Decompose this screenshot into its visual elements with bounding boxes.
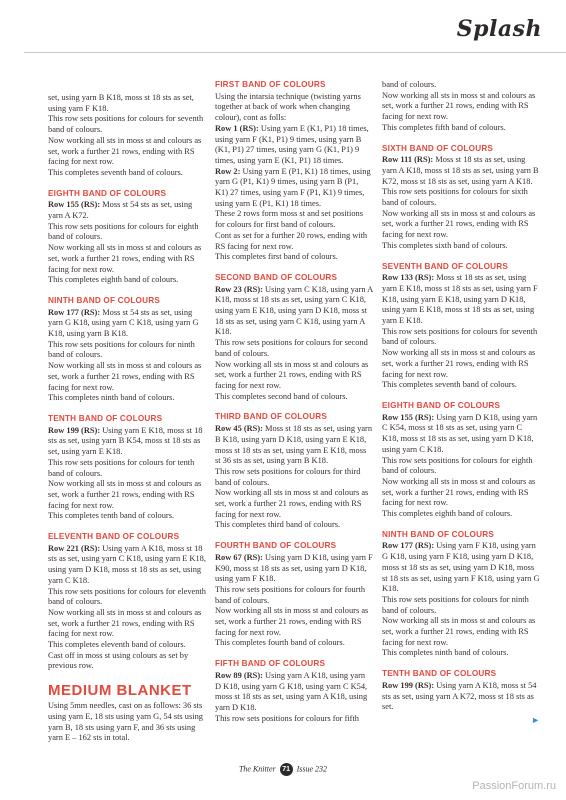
- pattern-section: [382, 262, 540, 391]
- instruction-paragraph: [382, 648, 540, 659]
- instruction-text: This completes first band of colours.: [215, 252, 338, 262]
- pattern-section: [382, 80, 540, 134]
- page-footer: [0, 763, 566, 776]
- instruction-text: Now working all sts in moss st and colours as set, work a further 21 rows, ending with RS facing for next row.: [382, 208, 536, 240]
- instruction-text: band of colours.: [382, 80, 437, 89]
- band-heading: EIGHTH BAND OF COLOURS: [48, 188, 167, 198]
- instruction-paragraph: [215, 252, 373, 263]
- instruction-paragraph: [215, 167, 373, 210]
- row-label: Row 23 (RS):: [215, 284, 263, 294]
- pattern-section: [48, 296, 206, 404]
- instruction-paragraph: [215, 638, 373, 649]
- instruction-text: Now working all sts in moss st and colours as set, work a further 21 rows, ending with RS facing for next row.: [215, 606, 369, 637]
- instruction-text: Cont as set for a further 20 rows, ending with RS facing for next row.: [215, 230, 368, 251]
- instruction-text: This row sets positions for colours for seventh band of colours.: [382, 326, 538, 347]
- instruction-text: This row sets positions for colours for sixth band of colours.: [382, 187, 528, 208]
- instruction-text: This completes tenth band of colours.: [48, 511, 175, 521]
- instruction-text: set, using yarn B K18, moss st 18 sts as set, using yarn F K18.: [48, 93, 194, 113]
- pattern-section: [215, 412, 373, 531]
- instruction-paragraph: [382, 155, 540, 187]
- band-heading: FIFTH BAND OF COLOURS: [215, 659, 326, 669]
- instruction-text: Using yarn A K18, using yarn D K18, using yarn G K18, using yarn C K54, moss st 18 sts as set, using yarn A K18, using yarn D K18.: [215, 670, 368, 712]
- instruction-paragraph: [48, 200, 206, 221]
- instruction-text: Now working all sts in moss st and colours as set, work a further 21 rows, ending with RS facing for next row.: [215, 359, 369, 390]
- instruction-text: Now working all sts in moss st and colours as set, work a further 21 rows, ending with RS facing for next row.: [48, 479, 202, 510]
- instruction-text: Using 5mm needles, cast on as follows: 36 sts using yarn E, 18 sts using yarn G, 54 sts using yarn B, 18 sts using yarn F, and 36 sts using yarn E – 162 sts in total.: [48, 701, 203, 743]
- band-heading: SEVENTH BAND OF COLOURS: [382, 261, 509, 271]
- instruction-text: Moss st 18 sts as set, using yarn A K18, moss st 18 sts as set, using yarn B K72, moss st 18 sts as set, using yarn A K18.: [382, 155, 539, 186]
- instruction-paragraph: [382, 541, 540, 595]
- instruction-text: Now working all sts in moss st and colours as set, work a further 21 rows, ending with RS facing for next row.: [382, 90, 536, 122]
- instruction-text: These 2 rows form moss st and set positions for colours for first band of colours.: [215, 209, 363, 230]
- pattern-section: [215, 541, 373, 649]
- instruction-text: This row sets positions for colours for fifth: [215, 713, 359, 723]
- band-heading: FIRST BAND OF COLOURS: [215, 80, 326, 89]
- pattern-section: [48, 189, 206, 286]
- instruction-paragraph: [215, 92, 373, 124]
- instruction-text: This completes ninth band of colours.: [382, 648, 509, 658]
- instruction-paragraph: [48, 426, 206, 458]
- instruction-text: This row sets positions for colours for eighth band of colours.: [48, 221, 199, 242]
- continue-arrow-icon: ►: [531, 714, 540, 725]
- instruction-paragraph: [382, 456, 540, 477]
- band-heading: NINTH BAND OF COLOURS: [48, 295, 160, 305]
- watermark: PassionForum.ru: [472, 780, 556, 792]
- instruction-text: Using the intarsia technique (twisting yarns together at back of work when changing colour), cont as folls:: [215, 91, 361, 123]
- band-heading: TENTH BAND OF COLOURS: [382, 669, 497, 679]
- row-label: Row 155 (RS):: [48, 200, 101, 210]
- column-3: [382, 80, 540, 726]
- instruction-paragraph: [48, 393, 206, 404]
- instruction-paragraph: [215, 520, 373, 531]
- instruction-text: This row sets positions for colours for eleventh band of colours.: [48, 586, 206, 607]
- instruction-paragraph: [382, 348, 540, 380]
- instruction-text: This row sets positions for colours for seventh band of colours.: [48, 114, 204, 135]
- instruction-paragraph: [382, 327, 540, 348]
- instruction-paragraph: [48, 479, 206, 511]
- instruction-paragraph: [48, 93, 206, 114]
- instruction-paragraph: [382, 91, 540, 123]
- instruction-paragraph: [382, 80, 540, 91]
- instruction-paragraph: [215, 124, 373, 167]
- row-label: Row 67 (RS):: [215, 552, 263, 562]
- instruction-text: This completes fourth band of colours.: [215, 638, 345, 648]
- instruction-paragraph: [382, 209, 540, 241]
- instruction-paragraph: [48, 136, 206, 168]
- instruction-text: This completes sixth band of colours.: [382, 240, 508, 250]
- pattern-section: [215, 80, 373, 263]
- instruction-paragraph: [48, 651, 206, 672]
- instruction-paragraph: [48, 544, 206, 587]
- pattern-section: [48, 93, 206, 179]
- instruction-text: This completes seventh band of colours.: [48, 167, 183, 177]
- instruction-paragraph: [382, 616, 540, 648]
- instruction-text: Using yarn D K18, using yarn C K54, moss st 18 sts as set, using yarn C K18, moss st 18 sts as set, using yarn D K18, using yarn C K18.: [382, 412, 538, 454]
- instruction-paragraph: [48, 361, 206, 393]
- instruction-paragraph: [48, 458, 206, 479]
- instruction-paragraph: [382, 477, 540, 509]
- instruction-paragraph: [48, 243, 206, 275]
- instruction-paragraph: [382, 273, 540, 327]
- pattern-section: [215, 273, 373, 402]
- instruction-text: Moss st 54 sts as set, using yarn G K18, using yarn C K18, using yarn G K18, using yarn B K18.: [48, 307, 199, 339]
- instruction-paragraph: [48, 340, 206, 361]
- instruction-text: This row sets positions for colours for ninth band of colours.: [48, 339, 195, 360]
- band-heading: FOURTH BAND OF COLOURS: [215, 541, 337, 551]
- row-label: Row 199 (RS):: [48, 425, 101, 435]
- instruction-paragraph: [382, 123, 540, 134]
- instruction-text: Using yarn C K18, using yarn A K18, moss st 18 sts as set, using yarn C K18, using yarn E K18, using yarn D K18, moss st 18 sts as set, using yarn C K18, using yarn A K18.: [215, 284, 373, 337]
- instruction-text: Moss st 18 sts as set, using yarn B K18, using yarn D K18, using yarn E K18, moss st 18 sts as set, using yarn E K18, moss st 36 sts as set, using yarn B K18.: [215, 424, 373, 466]
- instruction-text: Now working all sts in moss st and colours as set, work a further 21 rows, ending with RS facing for next row.: [382, 476, 536, 508]
- instruction-paragraph: [48, 511, 206, 522]
- instruction-paragraph: [382, 595, 540, 616]
- instruction-paragraph: [48, 701, 206, 744]
- page-number: 71: [280, 763, 293, 776]
- instruction-text: This row sets positions for colours for third band of colours.: [215, 466, 361, 487]
- instruction-text: Now working all sts in moss st and colours as set, work a further 21 rows, ending with RS facing for next row.: [382, 616, 536, 647]
- instruction-paragraph: [215, 338, 373, 359]
- instruction-text: Using yarn E (K1, P1) 18 times, using yarn F (K1, P1) 9 times, using yarn B (K1, P1) 27 times, using yarn G (K1, P1) 9 times, using yarn E (K1, P1) 18 times.: [215, 123, 369, 165]
- band-heading: TENTH BAND OF COLOURS: [48, 413, 163, 423]
- instruction-text: This row sets positions for colours for tenth band of colours.: [48, 457, 195, 478]
- instruction-text: Now working all sts in moss st and colours as set, work a further 21 rows, ending with RS facing for next row.: [48, 361, 202, 392]
- row-label: Row 221 (RS):: [48, 543, 101, 553]
- instruction-paragraph: [215, 671, 373, 714]
- row-label: Row 177 (RS):: [382, 541, 435, 551]
- row-label: Row 177 (RS):: [48, 307, 101, 317]
- instruction-text: Using yarn A K18, moss st 54 sts as set, using yarn A K72, moss st 18 sts as set.: [382, 680, 537, 712]
- instruction-text: This completes eighth band of colours.: [48, 275, 179, 285]
- instruction-paragraph: [215, 424, 373, 467]
- instruction-paragraph: [215, 392, 373, 403]
- instruction-text: This completes third band of colours.: [215, 520, 341, 530]
- band-heading: EIGHTH BAND OF COLOURS: [382, 400, 501, 410]
- instruction-text: Using yarn E K18, moss st 18 sts as set, using yarn B K54, moss st 18 sts as set, using yarn E K18.: [48, 425, 203, 457]
- instruction-paragraph: [48, 168, 206, 179]
- instruction-text: Now working all sts in moss st and colours as set, work a further 21 rows, ending with RS facing for next row.: [48, 607, 202, 639]
- instruction-text: This completes ninth band of colours.: [48, 393, 175, 403]
- pattern-section: [215, 659, 373, 724]
- band-heading: SECOND BAND OF COLOURS: [215, 272, 338, 282]
- instruction-text: This row sets positions for colours for ninth band of colours.: [382, 594, 529, 615]
- row-label: Row 2:: [215, 166, 241, 176]
- row-label: Row 199 (RS):: [382, 680, 435, 690]
- instruction-text: Moss st 18 sts as set, using yarn E K18, moss st 18 sts as set, using yarn F K18, using yarn E K18, using yarn D K18, using yarn E K18, moss st 18 sts as set, using yarn E K18.: [382, 273, 538, 326]
- column-2: [215, 80, 373, 734]
- pattern-section: [48, 414, 206, 522]
- instruction-text: Now working all sts in moss st and colours as set, work a further 21 rows, ending with RS facing for next row.: [215, 488, 369, 519]
- instruction-text: This row sets positions for colours for eighth band of colours.: [382, 455, 533, 476]
- instruction-paragraph: [215, 467, 373, 488]
- instruction-text: Now working all sts in moss st and colours as set, work a further 21 rows, ending with RS facing for next row.: [48, 135, 202, 167]
- band-heading: THIRD BAND OF COLOURS: [215, 412, 327, 422]
- instruction-text: Using yarn A K18, moss st 18 sts as set, using yarn C K18, using yarn E K18, using yarn D K18, moss st 18 sts as set, using yarn C K18.: [48, 543, 206, 585]
- instruction-paragraph: [215, 209, 373, 230]
- instruction-text: This completes fifth band of colours.: [382, 122, 506, 132]
- instruction-text: This row sets positions for colours for second band of colours.: [215, 338, 368, 358]
- row-label: Row 111 (RS):: [382, 155, 434, 165]
- instruction-paragraph: [382, 681, 540, 713]
- instruction-paragraph: [48, 114, 206, 135]
- instruction-text: This completes eleventh band of colours.: [48, 640, 186, 650]
- band-heading: NINTH BAND OF COLOURS: [382, 529, 494, 539]
- magazine-name: The Knitter: [238, 764, 276, 774]
- header-rule: [24, 52, 566, 53]
- instruction-text: Using yarn F K18, using yarn G K18, using yarn F K18, using yarn D K18, moss st 18 sts as set, using yarn D K18, moss st 18 sts as set, using yarn F K18, using yarn G K18.: [382, 541, 540, 594]
- section-title: Splash: [456, 16, 542, 42]
- instruction-paragraph: [48, 608, 206, 640]
- instruction-text: This completes second band of colours.: [215, 391, 348, 401]
- instruction-paragraph: [215, 585, 373, 606]
- row-label: Row 45 (RS):: [215, 424, 263, 434]
- row-label: Row 1 (RS):: [215, 123, 259, 133]
- band-heading: SIXTH BAND OF COLOURS: [382, 143, 494, 153]
- instruction-paragraph: [382, 380, 540, 391]
- pattern-section: [48, 682, 206, 744]
- band-heading: ELEVENTH BAND OF COLOURS: [48, 532, 180, 542]
- instruction-paragraph: [215, 285, 373, 339]
- instruction-paragraph: [215, 553, 373, 585]
- instruction-text: This completes seventh band of colours.: [382, 380, 517, 390]
- issue-number: Issue 232: [296, 764, 328, 774]
- instruction-text: Using yarn D K18, using yarn F K90, moss st 18 sts as set, using yarn D K18, using yarn F K18.: [215, 552, 373, 584]
- instruction-paragraph: [382, 187, 540, 208]
- instruction-paragraph: [215, 360, 373, 392]
- pattern-section: [382, 530, 540, 659]
- column-1: [48, 93, 206, 754]
- instruction-paragraph: [48, 308, 206, 340]
- blanket-heading: MEDIUM BLANKET: [48, 682, 192, 700]
- instruction-text: Now working all sts in moss st and colours as set, work a further 21 rows, ending with RS facing for next row.: [382, 348, 536, 379]
- pattern-section: [382, 669, 540, 725]
- instruction-paragraph: [48, 222, 206, 243]
- instruction-paragraph: [215, 231, 373, 252]
- pattern-section: [382, 401, 540, 520]
- instruction-paragraph: [215, 606, 373, 638]
- instruction-text: Cast off in moss st using colours as set by previous row.: [48, 650, 189, 671]
- instruction-paragraph: [382, 509, 540, 520]
- instruction-paragraph: [215, 488, 373, 520]
- instruction-paragraph: [382, 241, 540, 252]
- instruction-text: This completes eighth band of colours.: [382, 509, 513, 519]
- instruction-text: Moss st 54 sts as set, using yarn A K72.: [48, 200, 193, 221]
- row-label: Row 89 (RS):: [215, 670, 263, 680]
- instruction-text: This row sets positions for colours for fourth band of colours.: [215, 584, 366, 605]
- pattern-section: [48, 532, 206, 672]
- instruction-paragraph: [48, 640, 206, 651]
- instruction-paragraph: [48, 275, 206, 286]
- row-label: Row 133 (RS):: [382, 273, 435, 283]
- instruction-paragraph: [48, 587, 206, 608]
- instruction-paragraph: [382, 413, 540, 456]
- pattern-section: [382, 144, 540, 252]
- instruction-paragraph: [215, 714, 373, 725]
- instruction-text: Using yarn E (P1, K1) 18 times, using yarn G (P1, K1) 9 times, using yarn B (P1, K1) 27 times, using yarn F (P1, K1) 9 times, using yarn E (P1, K1) 18 times.: [215, 166, 371, 208]
- row-label: Row 155 (RS):: [382, 412, 435, 422]
- instruction-text: Now working all sts in moss st and colours as set, work a further 21 rows, ending with RS facing for next row.: [48, 243, 202, 274]
